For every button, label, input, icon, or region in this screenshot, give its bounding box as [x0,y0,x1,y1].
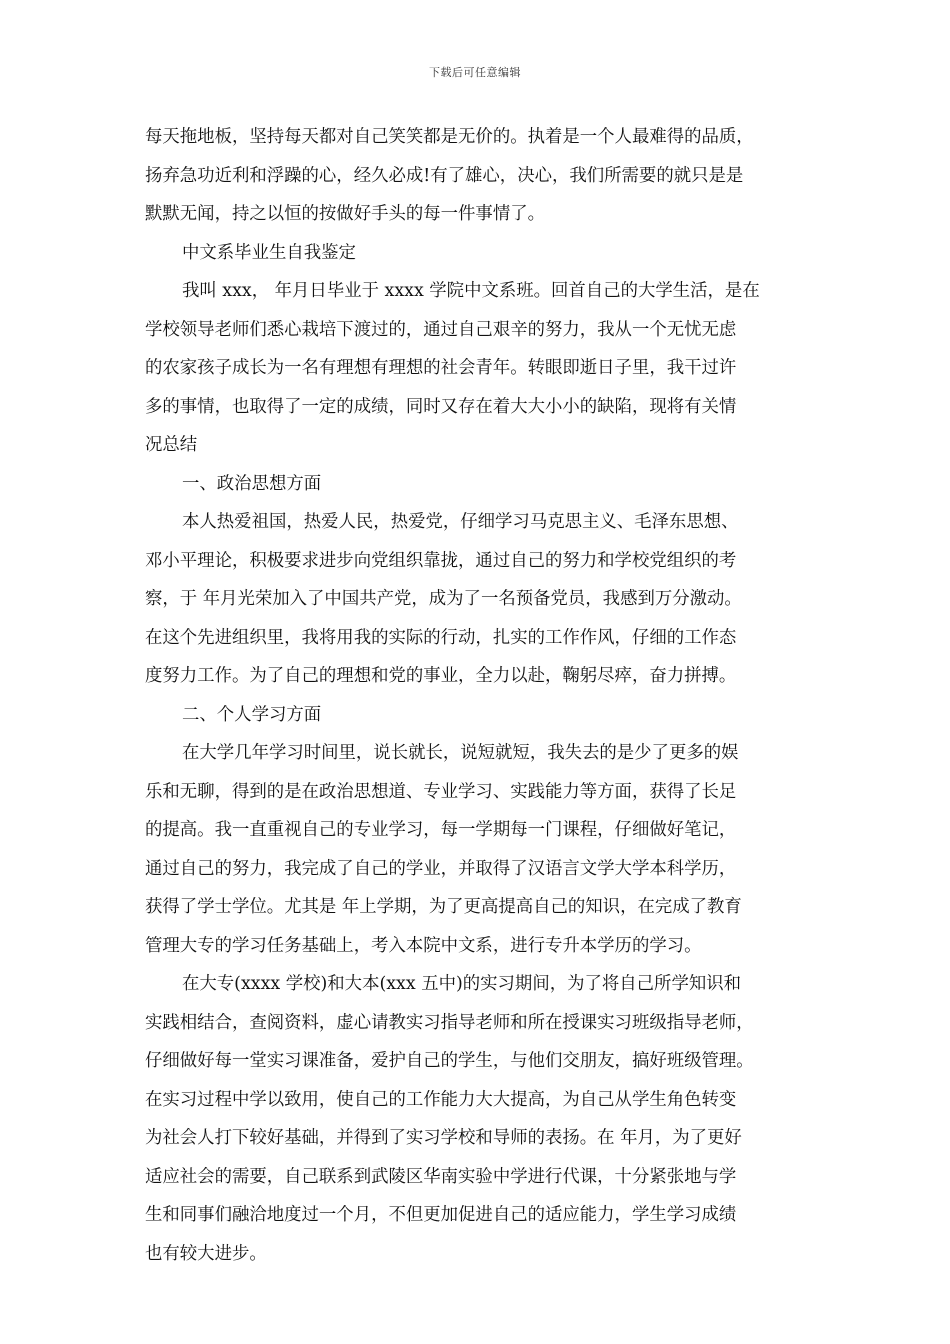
text-line: 况总结 [145,435,198,455]
text-line: 度努力工作。为了自己的理想和党的事业，全力以赴，鞠躬尽瘁，奋力拼搏。 [145,666,737,686]
section-heading: 中文系毕业生自我鉴定 [182,242,356,263]
text-line: 邓小平理论，积极要求进步向党组织靠拢，通过自己的努力和学校党组织的考 [145,550,737,571]
text-line: 为社会人打下较好基础，并得到了实习学校和导师的表扬。在 年月，为了更好 [145,1128,742,1148]
text-line: 的农家孩子成长为一名有理想有理想的社会青年。转眼即逝日子里，我干过许 [145,358,737,378]
text-line: 的提高。我一直重视自己的专业学习，每一学期每一门课程，仔细做好笔记， [145,820,737,840]
text-line: 每天拖地板，坚持每天都对自己笑笑都是无价的。执着是一个人最难得的品质， [145,127,754,147]
section-heading: 二、个人学习方面 [182,704,322,725]
text-line: 也有较大进步。 [145,1243,267,1264]
text-line: 在大学几年学习时间里，说长就长，说短就短，我失去的是少了更多的娱 [182,743,739,763]
text-line: 生和同事们融洽地度过一个月，不但更加促进自己的适应能力，学生学习成绩 [145,1205,737,1225]
text-line: 适应社会的需要，自己联系到武陵区华南实验中学进行代课，十分紧张地与学 [145,1166,737,1187]
text-line: 管理大专的学习任务基础上，考入本院中文系，进行专升本学历的学习。 [145,935,702,956]
text-line: 通过自己的努力，我完成了自己的学业，并取得了汉语言文学大学本科学历， [145,858,737,879]
text-line: 乐和无聊，得到的是在政治思想道、专业学习、实践能力等方面，获得了长足 [145,781,737,802]
text-line: 扬弃急功近利和浮躁的心，经久必成!有了雄心，决心，我们所需要的就只是是 [145,165,744,186]
text-line: 仔细做好每一堂实习课准备，爱护自己的学生，与他们交朋友，搞好班级管理。 [145,1051,754,1071]
text-line: 察，于 年月光荣加入了中国共产党，成为了一名预备党员，我感到万分激动。 [145,589,742,609]
text-line: 实践相结合，查阅资料，虚心请教实习指导老师和所在授课实习班级指导老师， [145,1012,754,1033]
text-line: 在实习过程中学以致用，使自己的工作能力大大提高，为自己从学生角色转变 [145,1089,737,1110]
text-line: 本人热爱祖国，热爱人民，热爱党，仔细学习马克思主义、毛泽东思想、 [182,512,739,532]
header-note: 下载后可任意编辑 [429,66,521,79]
text-line: 我叫 xxx， 年月日毕业于 xxxx 学院中文系班。回首自己的大学生活，是在 [182,281,760,301]
document-body [145,118,820,1273]
text-line: 在这个先进组织里，我将用我的实际的行动，扎实的工作作风，仔细的工作态 [145,627,737,648]
text-line: 学校领导老师们悉心栽培下渡过的，通过自己艰辛的努力，我从一个无忧无虑 [145,319,737,340]
text-line: 多的事情，也取得了一定的成绩，同时又存在着大大小小的缺陷，现将有关情 [145,396,737,417]
section-heading: 一、政治思想方面 [182,473,322,494]
text-line: 获得了学士学位。尤其是 年上学期，为了更高提高自己的知识，在完成了教育 [145,897,742,917]
text-line: 默默无闻，持之以恒的按做好手头的每一件事情了。 [145,204,545,224]
text-line: 在大专(xxxx 学校)和大本(xxx 五中)的实习期间，为了将自己所学知识和 [182,974,742,994]
